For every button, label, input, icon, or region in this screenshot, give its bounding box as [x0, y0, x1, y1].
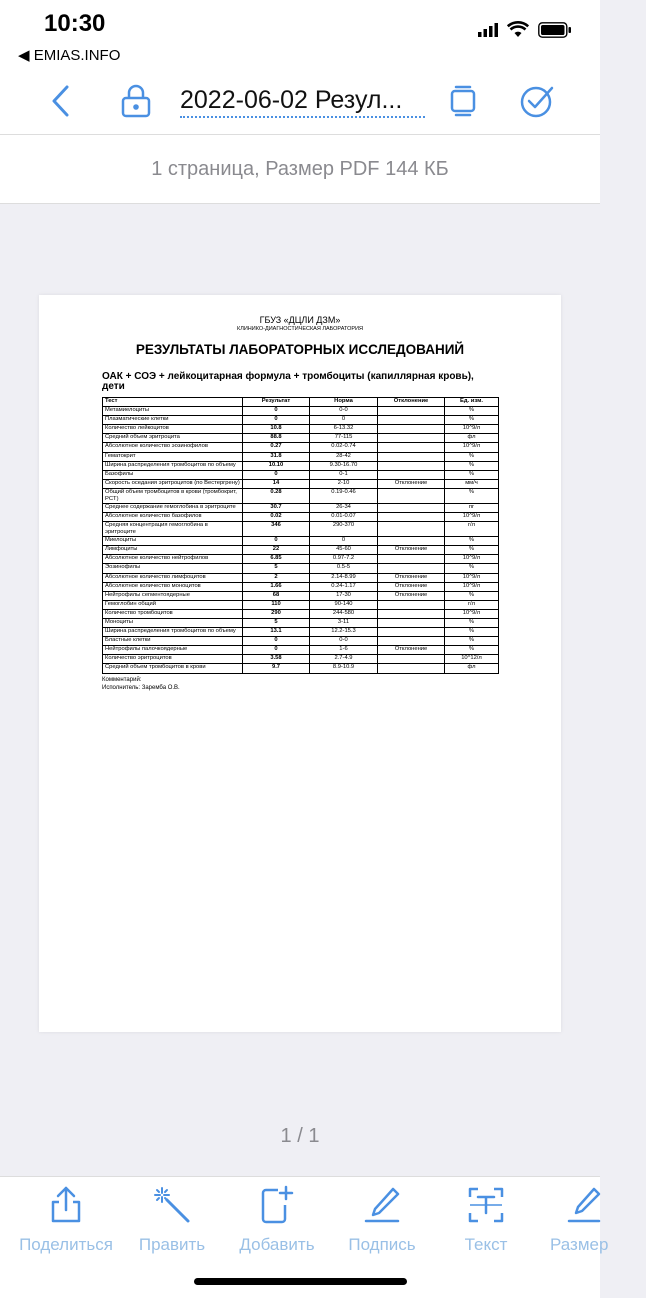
table-row — [103, 443, 499, 452]
back-chevron-icon[interactable] — [44, 84, 78, 118]
cell-result: 10.8 — [243, 425, 310, 434]
table-row — [103, 582, 499, 591]
cell-test: Нейтрофилы палочкоядерные — [103, 646, 243, 655]
cell-result: 0 — [243, 416, 310, 425]
table-row — [103, 564, 499, 573]
cell-deviation — [378, 416, 445, 425]
cell-unit: 10^9/л — [445, 609, 499, 618]
cell-deviation — [378, 564, 445, 573]
cell-test: Гемоглобин общий — [103, 600, 243, 609]
cell-test: Моноциты — [103, 618, 243, 627]
cell-unit: 10^9/л — [445, 573, 499, 582]
cell-norm: 0-0 — [310, 637, 378, 646]
text-label: Текст — [464, 1235, 508, 1254]
cell-test: Общий объем тромбоцитов в крови (тромбокрит, PCT) — [103, 488, 243, 503]
share-button[interactable] — [11, 1185, 121, 1255]
cell-result: 9.7 — [243, 664, 310, 673]
pdf-page[interactable] — [39, 295, 561, 1032]
cell-test: Средний объем тромбоцитов в крови — [103, 664, 243, 673]
cell-norm: 3-11 — [310, 618, 378, 627]
cell-deviation: Отклонение — [378, 573, 445, 582]
header-deviation: Отклонение — [378, 398, 445, 407]
cell-norm: 0.97-7.2 — [310, 555, 378, 564]
cell-result: 290 — [243, 609, 310, 618]
results-table — [102, 397, 499, 674]
table-row — [103, 407, 499, 416]
resize-pen-icon — [568, 1186, 600, 1224]
cell-deviation — [378, 600, 445, 609]
cell-deviation: Отклонение — [378, 582, 445, 591]
cell-deviation — [378, 655, 445, 664]
cell-norm: 244-580 — [310, 609, 378, 618]
cell-deviation — [378, 488, 445, 503]
table-row — [103, 513, 499, 522]
organization-name: ГБУЗ «ДЦЛИ ДЗМ» — [259, 315, 341, 325]
back-to-app-link[interactable]: ◀ EMIAS.INFO — [18, 47, 121, 64]
sign-label: Подпись — [348, 1235, 416, 1254]
table-row — [103, 434, 499, 443]
cell-deviation — [378, 452, 445, 461]
cell-test: Скорость оседания эритроцитов (по Вестергрену) — [103, 479, 243, 488]
table-row — [103, 591, 499, 600]
cell-unit: % — [445, 407, 499, 416]
cell-result: 110 — [243, 600, 310, 609]
cell-deviation: Отклонение — [378, 646, 445, 655]
cell-result: 10.10 — [243, 461, 310, 470]
cell-deviation — [378, 407, 445, 416]
cell-result: 0.27 — [243, 443, 310, 452]
view-mode-icon[interactable] — [446, 84, 480, 118]
table-row — [103, 522, 499, 537]
cell-unit: % — [445, 488, 499, 503]
cell-result: 3.58 — [243, 655, 310, 664]
cell-deviation — [378, 664, 445, 673]
cell-norm: 2.7-4.9 — [310, 655, 378, 664]
cell-unit: % — [445, 470, 499, 479]
cell-unit: г/л — [445, 600, 499, 609]
executor-label: Исполнитель: Заремба О.В. — [102, 684, 180, 691]
cell-norm: 0 — [310, 537, 378, 546]
comment-label: Комментарий: — [102, 676, 142, 683]
table-row — [103, 488, 499, 503]
cell-norm: 6-13.32 — [310, 425, 378, 434]
navigation-bar — [0, 70, 600, 134]
cell-test: Гематокрит — [103, 452, 243, 461]
edit-label: Править — [138, 1235, 206, 1254]
cell-unit: 10^9/л — [445, 513, 499, 522]
table-row — [103, 646, 499, 655]
signal-icon — [478, 23, 498, 37]
table-row — [103, 618, 499, 627]
cell-test: Абсолютное количество нейтрофилов — [103, 555, 243, 564]
cell-norm: 0.19-0.46 — [310, 488, 378, 503]
edit-button[interactable] — [117, 1185, 227, 1255]
table-row — [103, 628, 499, 637]
cell-norm: 45-60 — [310, 546, 378, 555]
cell-result: 68 — [243, 591, 310, 600]
cell-norm: 290-370 — [310, 522, 378, 537]
cell-test: Ширина распределения тромбоцитов по объему — [103, 461, 243, 470]
cell-norm: 0.5-5 — [310, 564, 378, 573]
cell-test: Базофилы — [103, 470, 243, 479]
cell-test: Средняя концентрация гемоглобина в эритроците — [103, 522, 243, 537]
cell-result: 0 — [243, 470, 310, 479]
cell-norm: 0.01-0.07 — [310, 513, 378, 522]
size-label: Размер — [550, 1235, 609, 1254]
cell-result: 0 — [243, 537, 310, 546]
cell-test: Абсолютное количество моноцитов — [103, 582, 243, 591]
cell-result: 5 — [243, 564, 310, 573]
cell-result: 0.28 — [243, 488, 310, 503]
share-label: Поделиться — [19, 1235, 113, 1254]
cell-result: 31.8 — [243, 452, 310, 461]
cell-deviation — [378, 513, 445, 522]
cell-result: 13.1 — [243, 628, 310, 637]
cell-test: Абсолютное количество эозинофилов — [103, 443, 243, 452]
cell-norm: 9.30-16.70 — [310, 461, 378, 470]
cell-result: 2 — [243, 573, 310, 582]
cell-norm: 26-34 — [310, 503, 378, 512]
wifi-icon — [507, 22, 529, 38]
text-button[interactable] — [431, 1185, 541, 1255]
share-icon — [49, 1186, 83, 1224]
add-button[interactable] — [222, 1185, 332, 1255]
table-row — [103, 664, 499, 673]
cell-norm: 0-1 — [310, 470, 378, 479]
cell-deviation — [378, 537, 445, 546]
cell-unit: 10^9/л — [445, 555, 499, 564]
status-icons — [478, 22, 572, 38]
cell-unit: % — [445, 452, 499, 461]
cell-test: Эозинофилы — [103, 564, 243, 573]
table-row — [103, 461, 499, 470]
cell-deviation — [378, 618, 445, 627]
table-row — [103, 637, 499, 646]
cell-result: 30.7 — [243, 503, 310, 512]
table-row — [103, 470, 499, 479]
cell-test: Метамиелоциты — [103, 407, 243, 416]
add-page-icon — [260, 1185, 294, 1225]
cell-deviation — [378, 461, 445, 470]
table-row — [103, 600, 499, 609]
cell-result: 14 — [243, 479, 310, 488]
cell-result: 88.8 — [243, 434, 310, 443]
cell-deviation: Отклонение — [378, 479, 445, 488]
cell-unit: % — [445, 461, 499, 470]
cell-test: Количество эритроцитов — [103, 655, 243, 664]
cell-norm: 28-42 — [310, 452, 378, 461]
cell-deviation — [378, 470, 445, 479]
cell-unit: % — [445, 618, 499, 627]
results-header-row — [103, 398, 499, 407]
home-indicator — [194, 1278, 407, 1285]
cell-test: Средний объем эритроцита — [103, 434, 243, 443]
cell-unit: 10^9/л — [445, 425, 499, 434]
cell-unit: % — [445, 628, 499, 637]
cell-result: 0.02 — [243, 513, 310, 522]
cell-unit: 10^12/л — [445, 655, 499, 664]
cell-result: 1.66 — [243, 582, 310, 591]
cell-unit: фл — [445, 434, 499, 443]
cell-test: Среднее содержание гемоглобина в эритроците — [103, 503, 243, 512]
cell-deviation — [378, 555, 445, 564]
table-row — [103, 573, 499, 582]
lab-report — [102, 315, 498, 692]
cell-test: Количество тромбоцитов — [103, 609, 243, 618]
cell-test: Ширина распределения тромбоцитов по объему — [103, 628, 243, 637]
cell-norm: 0 — [310, 416, 378, 425]
table-row — [103, 503, 499, 512]
table-row — [103, 546, 499, 555]
cell-norm: 0.24-1.17 — [310, 582, 378, 591]
cell-test: Абсолютное количество базофилов — [103, 513, 243, 522]
cell-result: 5 — [243, 618, 310, 627]
cell-result: 0 — [243, 407, 310, 416]
sign-button[interactable] — [327, 1185, 437, 1255]
header-result: Результат — [243, 398, 310, 407]
add-label: Добавить — [239, 1235, 315, 1254]
document-title[interactable]: 2022-06-02 Резул... — [180, 86, 425, 118]
page-counter: 1 / 1 — [280, 1125, 320, 1147]
cell-result: 346 — [243, 522, 310, 537]
cell-deviation — [378, 425, 445, 434]
cell-test: Абсолютное количество лимфоцитов — [103, 573, 243, 582]
done-check-icon[interactable] — [520, 84, 554, 118]
cell-deviation — [378, 434, 445, 443]
cell-norm: 8.9-10.9 — [310, 664, 378, 673]
cell-unit: фл — [445, 664, 499, 673]
cell-deviation — [378, 637, 445, 646]
cell-result: 0 — [243, 637, 310, 646]
cell-test: Миелоциты — [103, 537, 243, 546]
cell-unit: % — [445, 591, 499, 600]
cell-unit: мм/ч — [445, 479, 499, 488]
cell-norm: 2.14-8.99 — [310, 573, 378, 582]
lock-icon[interactable] — [119, 84, 153, 118]
battery-icon — [538, 22, 572, 38]
cell-norm: 2-10 — [310, 479, 378, 488]
table-row — [103, 655, 499, 664]
cell-test: Нейтрофилы сегментоядерные — [103, 591, 243, 600]
cell-deviation — [378, 609, 445, 618]
cell-deviation — [378, 503, 445, 512]
table-row — [103, 537, 499, 546]
cell-deviation: Отклонение — [378, 546, 445, 555]
report-title: РЕЗУЛЬТАТЫ ЛАБОРАТОРНЫХ ИССЛЕДОВАНИЙ — [135, 342, 465, 357]
cell-test: Плазматические клетки — [103, 416, 243, 425]
cell-unit: г/л — [445, 522, 499, 537]
text-recognize-icon — [467, 1186, 505, 1224]
table-row — [103, 425, 499, 434]
cell-norm: 0.02-0.74 — [310, 443, 378, 452]
header-unit: Ед. изм. — [445, 398, 499, 407]
size-button[interactable] — [536, 1185, 646, 1255]
cell-deviation: Отклонение — [378, 591, 445, 600]
cell-result: 0 — [243, 646, 310, 655]
cell-norm: 1-6 — [310, 646, 378, 655]
lab-subtitle: КЛИНИКО-ДИАГНОСТИЧЕСКАЯ ЛАБОРАТОРИЯ — [237, 326, 363, 332]
cell-result: 22 — [243, 546, 310, 555]
test-panel-name: ОАК + СОЭ + лейкоцитарная формула + тромбоциты (капиллярная кровь), дети — [102, 371, 474, 392]
table-row — [103, 609, 499, 618]
cell-test: Количество лейкоцитов — [103, 425, 243, 434]
cell-norm: 12.2-15.3 — [310, 628, 378, 637]
cell-unit: % — [445, 546, 499, 555]
cell-test: Лимфоциты — [103, 546, 243, 555]
cell-unit: % — [445, 537, 499, 546]
cell-norm: 77-115 — [310, 434, 378, 443]
cell-unit: пг — [445, 503, 499, 512]
pen-icon — [363, 1186, 401, 1224]
magic-wand-icon — [153, 1186, 191, 1224]
table-row — [103, 416, 499, 425]
header-norm: Норма — [310, 398, 378, 407]
cell-norm: 90-140 — [310, 600, 378, 609]
cell-deviation — [378, 628, 445, 637]
cell-norm: 0-0 — [310, 407, 378, 416]
cell-unit: % — [445, 646, 499, 655]
table-row — [103, 452, 499, 461]
table-row — [103, 479, 499, 488]
table-row — [103, 555, 499, 564]
cell-unit: 10^9/л — [445, 443, 499, 452]
cell-norm: 17-30 — [310, 591, 378, 600]
cell-deviation — [378, 443, 445, 452]
cell-unit: % — [445, 637, 499, 646]
cell-unit: % — [445, 564, 499, 573]
cell-unit: 10^9/л — [445, 582, 499, 591]
header-test: Тест — [103, 398, 243, 407]
cell-deviation — [378, 522, 445, 537]
status-bar — [0, 0, 600, 70]
cell-test: Бластные клетки — [103, 637, 243, 646]
file-info-label: 1 страница, Размер PDF 144 КБ — [0, 134, 600, 204]
cell-result: 6.85 — [243, 555, 310, 564]
status-time: 10:30 — [44, 10, 106, 37]
cell-unit: % — [445, 416, 499, 425]
